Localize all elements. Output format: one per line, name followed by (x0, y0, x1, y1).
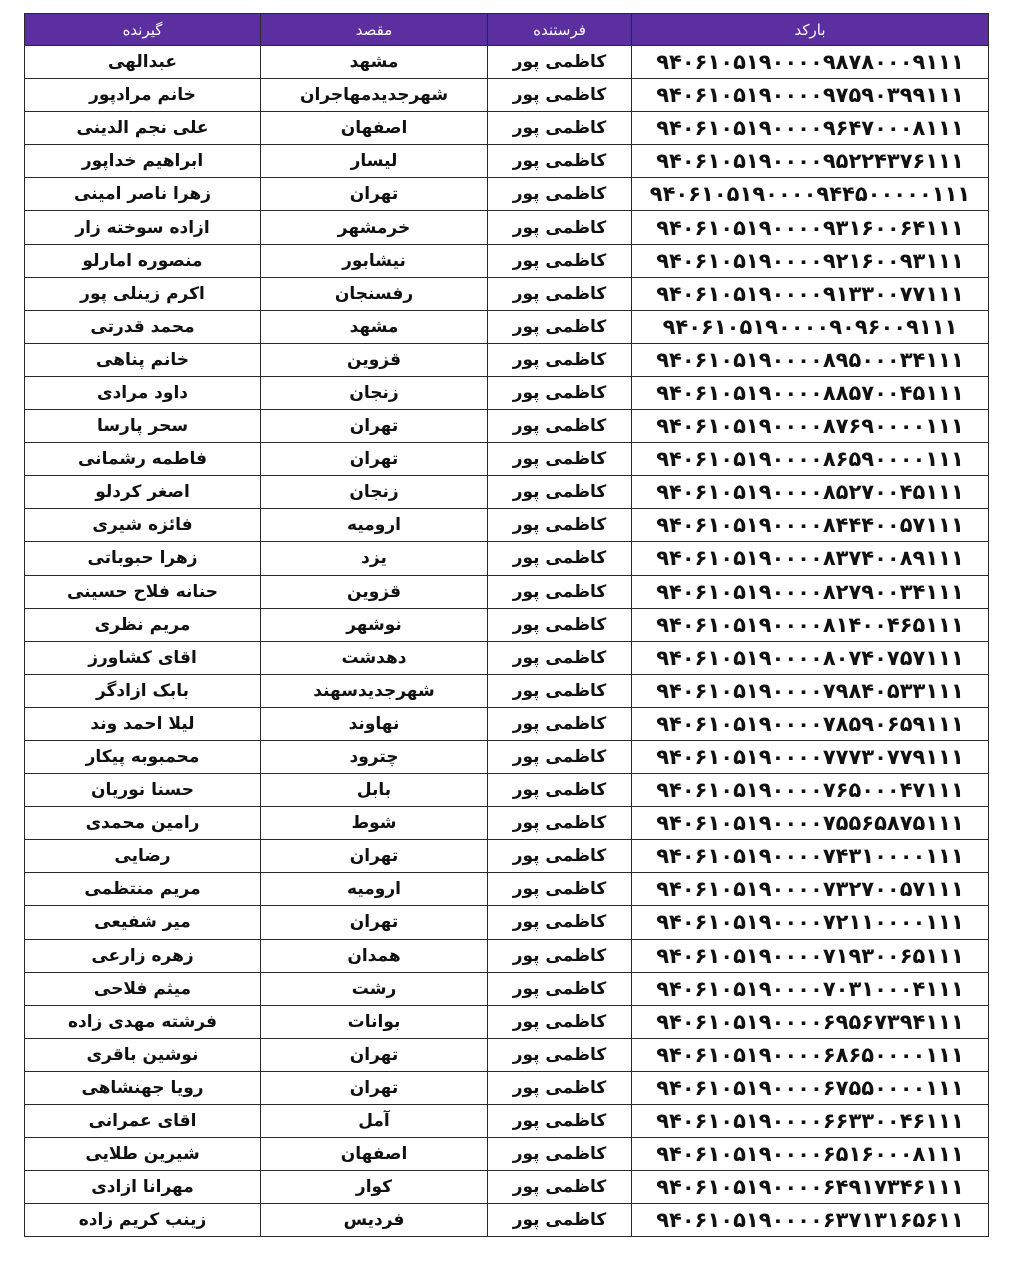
table-row (25, 79, 989, 112)
table-row (25, 244, 989, 277)
table-header (25, 14, 989, 46)
table-row (25, 1138, 989, 1171)
destination-cell: همدان (261, 939, 488, 972)
destination-cell: تهران (261, 178, 488, 211)
receiver-cell: اکرم زینلی پور (25, 277, 261, 310)
sender-cell: کاظمی پور (488, 79, 632, 112)
destination-cell: قزوین (261, 343, 488, 376)
barcode-cell: ۹۴۰۶۱۰۵۱۹۰۰۰۰۹۰۹۶۰۰۹۱۱۱ (632, 310, 989, 343)
destination-cell: تهران (261, 1071, 488, 1104)
destination-cell: نیشابور (261, 244, 488, 277)
destination-cell: لیسار (261, 145, 488, 178)
barcode-cell: ۹۴۰۶۱۰۵۱۹۰۰۰۰۸۰۷۴۰۷۵۷۱۱۱ (632, 641, 989, 674)
barcode-cell: ۹۴۰۶۱۰۵۱۹۰۰۰۰۹۳۱۶۰۰۶۴۱۱۱ (632, 211, 989, 244)
table-row (25, 476, 989, 509)
receiver-cell: میر شفیعی (25, 906, 261, 939)
destination-cell: شوط (261, 807, 488, 840)
destination-cell: شهرجدیدمهاجران (261, 79, 488, 112)
sender-cell: کاظمی پور (488, 707, 632, 740)
barcode-cell: ۹۴۰۶۱۰۵۱۹۰۰۰۰۸۶۵۹۰۰۰۰۱۱۱ (632, 443, 989, 476)
table-row (25, 310, 989, 343)
sender-cell: کاظمی پور (488, 410, 632, 443)
sender-cell: کاظمی پور (488, 1204, 632, 1237)
barcode-cell: ۹۴۰۶۱۰۵۱۹۰۰۰۰۷۵۵۶۵۸۷۵۱۱۱ (632, 807, 989, 840)
destination-cell: شهرجدیدسهند (261, 674, 488, 707)
receiver-cell: محمبوبه پیکار (25, 740, 261, 773)
sender-cell: کاظمی پور (488, 1138, 632, 1171)
receiver-cell: ازاده سوخته زار (25, 211, 261, 244)
sender-cell: کاظمی پور (488, 244, 632, 277)
receiver-cell: فائزه شیری (25, 509, 261, 542)
sender-cell: کاظمی پور (488, 178, 632, 211)
barcode-cell: ۹۴۰۶۱۰۵۱۹۰۰۰۰۸۹۵۰۰۰۳۴۱۱۱ (632, 343, 989, 376)
destination-cell: تهران (261, 410, 488, 443)
barcode-cell: ۹۴۰۶۱۰۵۱۹۰۰۰۰۷۷۷۳۰۷۷۹۱۱۱ (632, 740, 989, 773)
header-sender: فرستنده (488, 14, 632, 46)
table-row (25, 906, 989, 939)
receiver-cell: علی نجم الدینی (25, 112, 261, 145)
sender-cell: کاظمی پور (488, 343, 632, 376)
destination-cell: تهران (261, 906, 488, 939)
sender-cell: کاظمی پور (488, 575, 632, 608)
destination-cell: نهاوند (261, 707, 488, 740)
sender-cell: کاظمی پور (488, 1105, 632, 1138)
receiver-cell: مهرانا ازادی (25, 1171, 261, 1204)
destination-cell: زنجان (261, 376, 488, 409)
sender-cell: کاظمی پور (488, 1071, 632, 1104)
destination-cell: بوانات (261, 1005, 488, 1038)
barcode-cell: ۹۴۰۶۱۰۵۱۹۰۰۰۰۷۶۵۰۰۰۴۷۱۱۱ (632, 774, 989, 807)
sender-cell: کاظمی پور (488, 972, 632, 1005)
receiver-cell: داود مرادی (25, 376, 261, 409)
sender-cell: کاظمی پور (488, 1038, 632, 1071)
table-row (25, 178, 989, 211)
sender-cell: کاظمی پور (488, 774, 632, 807)
receiver-cell: خانم پناهی (25, 343, 261, 376)
barcode-cell: ۹۴۰۶۱۰۵۱۹۰۰۰۰۶۶۳۳۰۰۴۶۱۱۱ (632, 1105, 989, 1138)
table-row (25, 674, 989, 707)
table-row (25, 112, 989, 145)
sender-cell: کاظمی پور (488, 807, 632, 840)
receiver-cell: اقای عمرانی (25, 1105, 261, 1138)
barcode-cell: ۹۴۰۶۱۰۵۱۹۰۰۰۰۶۹۵۶۷۳۹۴۱۱۱ (632, 1005, 989, 1038)
table-row (25, 774, 989, 807)
receiver-cell: مریم منتظمی (25, 873, 261, 906)
table-row (25, 509, 989, 542)
destination-cell: بابل (261, 774, 488, 807)
sender-cell: کاظمی پور (488, 145, 632, 178)
shipment-table (24, 13, 989, 1237)
barcode-cell: ۹۴۰۶۱۰۵۱۹۰۰۰۰۷۸۵۹۰۶۵۹۱۱۱ (632, 707, 989, 740)
destination-cell: آمل (261, 1105, 488, 1138)
barcode-cell: ۹۴۰۶۱۰۵۱۹۰۰۰۰۶۵۱۶۰۰۰۸۱۱۱ (632, 1138, 989, 1171)
destination-cell: قزوین (261, 575, 488, 608)
barcode-cell: ۹۴۰۶۱۰۵۱۹۰۰۰۰۶۷۵۵۰۰۰۰۱۱۱ (632, 1071, 989, 1104)
destination-cell: رشت (261, 972, 488, 1005)
receiver-cell: رویا جهنشاهی (25, 1071, 261, 1104)
table-row (25, 1071, 989, 1104)
barcode-cell: ۹۴۰۶۱۰۵۱۹۰۰۰۰۹۲۱۶۰۰۹۳۱۱۱ (632, 244, 989, 277)
header-barcode: بارکد (632, 14, 989, 46)
sender-cell: کاظمی پور (488, 608, 632, 641)
barcode-cell: ۹۴۰۶۱۰۵۱۹۰۰۰۰۸۵۲۷۰۰۴۵۱۱۱ (632, 476, 989, 509)
destination-cell: مشهد (261, 46, 488, 79)
barcode-cell: ۹۴۰۶۱۰۵۱۹۰۰۰۰۸۴۴۴۰۰۵۷۱۱۱ (632, 509, 989, 542)
receiver-cell: اقای کشاورز (25, 641, 261, 674)
barcode-cell: ۹۴۰۶۱۰۵۱۹۰۰۰۰۷۱۹۳۰۰۶۵۱۱۱ (632, 939, 989, 972)
barcode-cell: ۹۴۰۶۱۰۵۱۹۰۰۰۰۶۴۹۱۷۳۴۶۱۱۱ (632, 1171, 989, 1204)
sender-cell: کاظمی پور (488, 277, 632, 310)
barcode-cell: ۹۴۰۶۱۰۵۱۹۰۰۰۰۶۸۶۵۰۰۰۰۱۱۱ (632, 1038, 989, 1071)
barcode-cell: ۹۴۰۶۱۰۵۱۹۰۰۰۰۷۳۲۷۰۰۵۷۱۱۱ (632, 873, 989, 906)
header-receiver: گیرنده (25, 14, 261, 46)
destination-cell: زنجان (261, 476, 488, 509)
receiver-cell: مریم نظری (25, 608, 261, 641)
receiver-cell: منصوره امارلو (25, 244, 261, 277)
destination-cell: چترود (261, 740, 488, 773)
receiver-cell: محمد قدرتی (25, 310, 261, 343)
sender-cell: کاظمی پور (488, 1171, 632, 1204)
barcode-cell: ۹۴۰۶۱۰۵۱۹۰۰۰۰۹۷۵۹۰۳۹۹۱۱۱ (632, 79, 989, 112)
table-row (25, 1005, 989, 1038)
table-row (25, 807, 989, 840)
table-row (25, 939, 989, 972)
receiver-cell: لیلا احمد وند (25, 707, 261, 740)
destination-cell: خرمشهر (261, 211, 488, 244)
sender-cell: کاظمی پور (488, 542, 632, 575)
barcode-cell: ۹۴۰۶۱۰۵۱۹۰۰۰۰۹۵۲۲۴۳۷۶۱۱۱ (632, 145, 989, 178)
destination-cell: تهران (261, 1038, 488, 1071)
destination-cell: تهران (261, 840, 488, 873)
sender-cell: کاظمی پور (488, 310, 632, 343)
receiver-cell: حسنا نوریان (25, 774, 261, 807)
receiver-cell: عبدالهی (25, 46, 261, 79)
table-row (25, 840, 989, 873)
sender-cell: کاظمی پور (488, 112, 632, 145)
sender-cell: کاظمی پور (488, 509, 632, 542)
sender-cell: کاظمی پور (488, 740, 632, 773)
barcode-cell: ۹۴۰۶۱۰۵۱۹۰۰۰۰۷۰۳۱۰۰۰۴۱۱۱ (632, 972, 989, 1005)
destination-cell: اصفهان (261, 112, 488, 145)
table-row (25, 443, 989, 476)
table-row (25, 873, 989, 906)
destination-cell: یزد (261, 542, 488, 575)
sender-cell: کاظمی پور (488, 376, 632, 409)
table-row (25, 211, 989, 244)
barcode-cell: ۹۴۰۶۱۰۵۱۹۰۰۰۰۸۳۷۴۰۰۸۹۱۱۱ (632, 542, 989, 575)
table-row (25, 343, 989, 376)
barcode-cell: ۹۴۰۶۱۰۵۱۹۰۰۰۰۹۱۳۳۰۰۷۷۱۱۱ (632, 277, 989, 310)
sender-cell: کاظمی پور (488, 476, 632, 509)
destination-cell: دهدشت (261, 641, 488, 674)
receiver-cell: زهرا حبوباتی (25, 542, 261, 575)
table-row (25, 575, 989, 608)
sender-cell: کاظمی پور (488, 939, 632, 972)
destination-cell: تهران (261, 443, 488, 476)
table-row (25, 542, 989, 575)
sender-cell: کاظمی پور (488, 873, 632, 906)
destination-cell: فردیس (261, 1204, 488, 1237)
table-row (25, 972, 989, 1005)
receiver-cell: رامین محمدی (25, 807, 261, 840)
destination-cell: ارومیه (261, 873, 488, 906)
destination-cell: ارومیه (261, 509, 488, 542)
sender-cell: کاظمی پور (488, 641, 632, 674)
receiver-cell: اصغر کردلو (25, 476, 261, 509)
receiver-cell: زهرا ناصر امینی (25, 178, 261, 211)
table-row (25, 1204, 989, 1237)
receiver-cell: ابراهیم خداپور (25, 145, 261, 178)
header-row (25, 14, 989, 46)
table-row (25, 277, 989, 310)
table-row (25, 1171, 989, 1204)
receiver-cell: بابک ازادگر (25, 674, 261, 707)
barcode-cell: ۹۴۰۶۱۰۵۱۹۰۰۰۰۹۸۷۸۰۰۰۹۱۱۱ (632, 46, 989, 79)
table-row (25, 740, 989, 773)
receiver-cell: شیرین طلایی (25, 1138, 261, 1171)
sender-cell: کاظمی پور (488, 46, 632, 79)
receiver-cell: رضایی (25, 840, 261, 873)
table-row (25, 707, 989, 740)
table-row (25, 1105, 989, 1138)
barcode-cell: ۹۴۰۶۱۰۵۱۹۰۰۰۰۹۶۴۷۰۰۰۸۱۱۱ (632, 112, 989, 145)
receiver-cell: فاطمه رشمانی (25, 443, 261, 476)
barcode-cell: ۹۴۰۶۱۰۵۱۹۰۰۰۰۷۴۳۱۰۰۰۰۱۱۱ (632, 840, 989, 873)
table-row (25, 641, 989, 674)
table-row (25, 376, 989, 409)
table-row (25, 145, 989, 178)
table-row (25, 1038, 989, 1071)
barcode-cell: ۹۴۰۶۱۰۵۱۹۰۰۰۰۸۲۷۹۰۰۳۴۱۱۱ (632, 575, 989, 608)
sender-cell: کاظمی پور (488, 443, 632, 476)
sender-cell: کاظمی پور (488, 674, 632, 707)
barcode-cell: ۹۴۰۶۱۰۵۱۹۰۰۰۰۷۲۱۱۰۰۰۰۱۱۱ (632, 906, 989, 939)
shipment-table-container (24, 13, 988, 1237)
table-row (25, 410, 989, 443)
destination-cell: اصفهان (261, 1138, 488, 1171)
destination-cell: نوشهر (261, 608, 488, 641)
receiver-cell: زینب کریم زاده (25, 1204, 261, 1237)
destination-cell: رفسنجان (261, 277, 488, 310)
sender-cell: کاظمی پور (488, 840, 632, 873)
barcode-cell: ۹۴۰۶۱۰۵۱۹۰۰۰۰۸۸۵۷۰۰۴۵۱۱۱ (632, 376, 989, 409)
receiver-cell: خانم مرادپور (25, 79, 261, 112)
table-row (25, 608, 989, 641)
receiver-cell: زهره زارعی (25, 939, 261, 972)
table-row (25, 46, 989, 79)
sender-cell: کاظمی پور (488, 211, 632, 244)
barcode-cell: ۹۴۰۶۱۰۵۱۹۰۰۰۰۶۳۷۱۳۱۶۵۶۱۱ (632, 1204, 989, 1237)
sender-cell: کاظمی پور (488, 1005, 632, 1038)
receiver-cell: فرشته مهدی زاده (25, 1005, 261, 1038)
barcode-cell: ۹۴۰۶۱۰۵۱۹۰۰۰۰۹۴۴۵۰۰۰۰۰۱۱۱ (632, 178, 989, 211)
header-destination: مقصد (261, 14, 488, 46)
table-body (25, 46, 989, 1237)
receiver-cell: حنانه فلاح حسینی (25, 575, 261, 608)
sender-cell: کاظمی پور (488, 906, 632, 939)
destination-cell: کوار (261, 1171, 488, 1204)
receiver-cell: میثم فلاحی (25, 972, 261, 1005)
destination-cell: مشهد (261, 310, 488, 343)
barcode-cell: ۹۴۰۶۱۰۵۱۹۰۰۰۰۸۷۶۹۰۰۰۰۱۱۱ (632, 410, 989, 443)
receiver-cell: نوشین باقری (25, 1038, 261, 1071)
barcode-cell: ۹۴۰۶۱۰۵۱۹۰۰۰۰۷۹۸۴۰۵۳۳۱۱۱ (632, 674, 989, 707)
barcode-cell: ۹۴۰۶۱۰۵۱۹۰۰۰۰۸۱۴۰۰۴۶۵۱۱۱ (632, 608, 989, 641)
receiver-cell: سحر پارسا (25, 410, 261, 443)
